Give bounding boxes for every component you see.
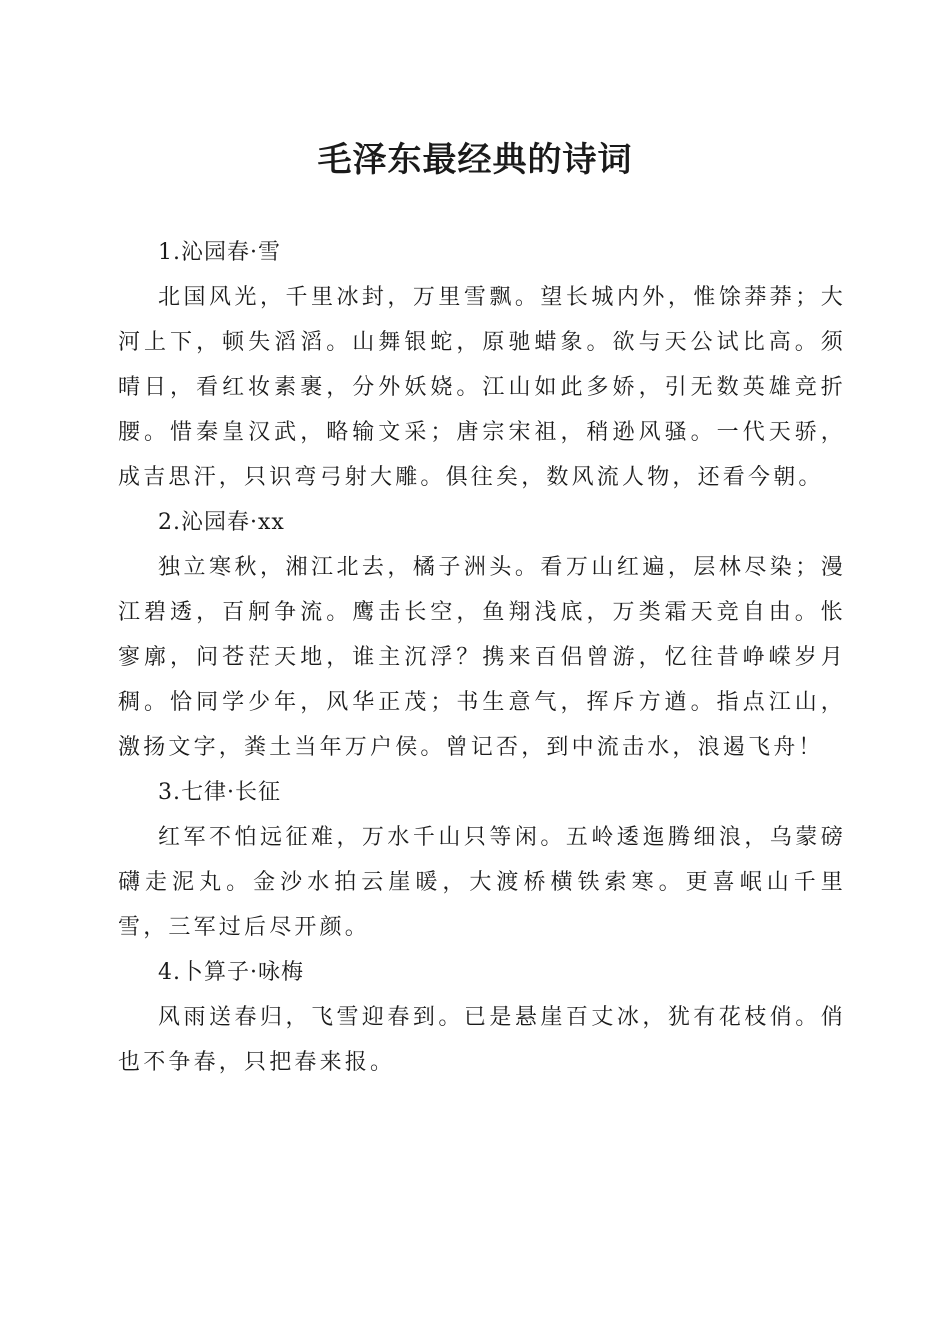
poem-text: 北国风光，千里冰封，万里雪飘。望长城内外，惟馀莽莽；大河上下，顿失滔滔。山舞银蛇，原驰蜡象。欲与天公试比高。须晴日，看红妆素裹，分外妖娆。江山如此多娇，引无数英雄竞折腰。惜秦皇汉武，略输文采；唐宗宋祖，稍逊风骚。一代天骄，成吉思汗，只识弯弓射大雕。俱往矣，数风流人物，还看今朝。 <box>118 285 846 490</box>
poem-4 <box>118 950 846 1085</box>
document-content <box>118 230 846 1085</box>
poem-3 <box>118 770 846 950</box>
poem-heading: 3.七律·长征 <box>158 780 281 805</box>
poem-heading: 1.沁园春·雪 <box>158 240 281 265</box>
poem-text: 独立寒秋，湘江北去，橘子洲头。看万山红遍，层林尽染；漫江碧透，百舸争流。鹰击长空，鱼翔浅底，万类霜天竞自由。怅寥廓，问苍茫天地，谁主沉浮？携来百侣曾游，忆往昔峥嵘岁月稠。恰同学少年，风华正茂；书生意气，挥斥方遒。指点江山，激扬文字，粪土当年万户侯。曾记否，到中流击水，浪遏飞舟！ <box>118 555 846 760</box>
poem-heading: 2.沁园春·xx <box>158 510 285 535</box>
poem-2 <box>118 500 846 770</box>
poem-heading: 4.卜算子·咏梅 <box>158 960 304 985</box>
document-title: 毛泽东最经典的诗词 <box>317 140 633 180</box>
poem-text: 风雨送春归，飞雪迎春到。已是悬崖百丈冰，犹有花枝俏。俏也不争春，只把春来报。 <box>118 1005 846 1075</box>
poem-text: 红军不怕远征难，万水千山只等闲。五岭逶迤腾细浪，乌蒙磅礴走泥丸。金沙水拍云崖暖，大渡桥横铁索寒。更喜岷山千里雪，三军过后尽开颜。 <box>118 825 846 940</box>
poem-1 <box>118 230 846 500</box>
